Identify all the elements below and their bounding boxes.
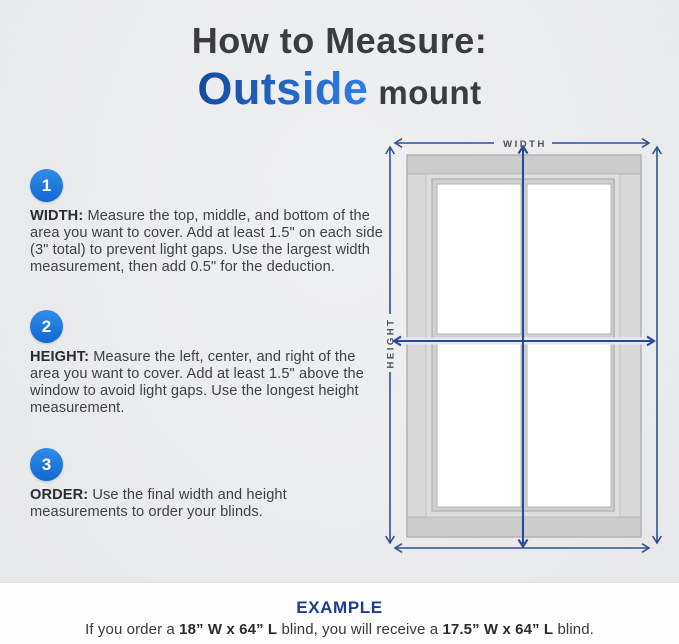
example-heading: EXAMPLE <box>296 598 383 617</box>
example-sentence <box>0 621 679 638</box>
width-arrow-label: WIDTH <box>503 138 547 150</box>
window-pane-upper-left <box>437 184 521 334</box>
window-measurement-diagram <box>370 120 679 590</box>
step-1-label: WIDTH: <box>30 208 84 224</box>
page-title <box>0 22 679 112</box>
height-arrow-label: HEIGHT <box>385 317 397 369</box>
step-1 <box>30 169 386 276</box>
example-seg-1: If you order a <box>85 621 180 638</box>
example-section <box>0 582 679 644</box>
step-2-label: HEIGHT: <box>30 349 90 365</box>
step-2-number-badge: 2 <box>30 310 63 343</box>
window-pane-lower-left <box>437 342 521 507</box>
step-3 <box>30 448 386 521</box>
step-2-text <box>30 349 386 417</box>
step-2-body: Measure the left, center, and right of the area you want to cover. Add at least 1.5" above the window to avoid light gaps. Use the longest height measurement. <box>30 349 364 416</box>
step-3-text <box>30 487 386 521</box>
step-3-number-badge: 3 <box>30 448 63 481</box>
step-3-label: ORDER: <box>30 487 89 503</box>
example-received-size: 17.5” W x 64” L <box>442 621 554 638</box>
title-accent-outside: Outside <box>197 62 369 114</box>
window-pane-lower-right <box>527 342 611 507</box>
step-2 <box>30 310 386 417</box>
title-line-1: How to Measure: <box>191 20 488 61</box>
title-rest-mount: mount <box>378 73 482 111</box>
example-ordered-size: 18” W x 64” L <box>179 621 278 638</box>
window-pane-upper-right <box>527 184 611 334</box>
example-seg-5: blind. <box>553 621 594 638</box>
step-3-body: Use the final width and height measurements to order your blinds. <box>30 487 287 520</box>
step-1-number-badge: 1 <box>30 169 63 202</box>
step-1-text <box>30 208 386 276</box>
title-line-2 <box>0 62 679 114</box>
example-seg-3: blind, you will receive a <box>277 621 443 638</box>
step-1-body: Measure the top, middle, and bottom of the area you want to cover. Add at least 1.5" on each side (3" total) to prevent light gaps. Use the largest width measurement, then add 0.5" for the deduction. <box>30 208 383 275</box>
